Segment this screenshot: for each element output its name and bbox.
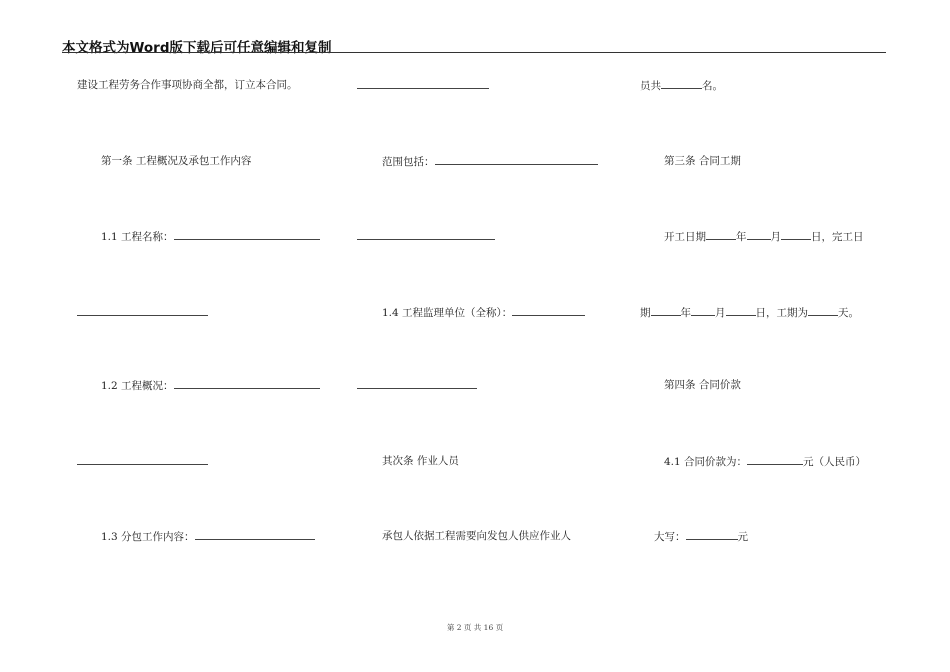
article-1-title: 第一条 工程概况及承包工作内容 <box>101 155 252 167</box>
col2-top-line <box>357 78 489 93</box>
continuation-line-2 <box>77 454 208 469</box>
scope-label: 范围包括： <box>382 156 435 168</box>
price-words-label: 大写： <box>654 531 686 543</box>
project-name-blank <box>174 229 320 240</box>
scope-blank <box>435 154 598 165</box>
year-label: 年 <box>736 231 747 243</box>
staff-label: 员共 <box>640 80 661 92</box>
month-label: 月 <box>770 231 781 243</box>
article-2-title: 其次条 作业人员 <box>382 455 459 467</box>
price-words-line <box>654 529 748 544</box>
end-day-blank <box>726 305 756 316</box>
header-rule <box>62 52 886 53</box>
end-year-blank <box>651 305 681 316</box>
end-date-line <box>640 305 859 320</box>
price-words-blank <box>686 529 738 540</box>
page-number-footer: 第 2 页 共 16 页 <box>446 623 504 632</box>
document-header-title: 本文格式为Word版下载后可任意编辑和复制 <box>62 40 332 56</box>
continuation-line-1 <box>77 305 208 320</box>
start-year-blank <box>706 229 736 240</box>
staff-count-blank <box>661 78 702 89</box>
item-1-4 <box>382 305 585 320</box>
year-label-2: 年 <box>680 307 691 319</box>
start-date-line <box>664 229 864 244</box>
item-1-3 <box>101 529 315 544</box>
staff-unit: 名。 <box>702 80 723 92</box>
month-label-2: 月 <box>715 307 726 319</box>
article-4-title: 第四条 合同价款 <box>664 379 741 391</box>
price-words-unit: 元 <box>737 531 748 543</box>
project-overview-blank <box>174 378 320 389</box>
item-1-2 <box>101 378 320 393</box>
staff-count-line <box>640 78 723 93</box>
contract-price-blank <box>747 454 803 465</box>
start-day-blank <box>781 229 811 240</box>
start-month-blank <box>747 229 771 240</box>
intro-text: 建设工程劳务合作事项协商全都，订立本合同。 <box>77 79 298 91</box>
period-label: 期 <box>640 307 651 319</box>
day-label: 日， <box>811 231 832 243</box>
scope-blank-cont <box>357 229 495 240</box>
article-3-title: 第三条 合同工期 <box>664 155 741 167</box>
start-date-label: 开工日期 <box>664 231 706 243</box>
item-1-4-label: 1.4 工程监理单位（全称）： <box>382 307 513 319</box>
price-unit: 元（人民币） <box>803 456 867 468</box>
item-1-1 <box>101 229 320 244</box>
supervisor-blank <box>512 305 585 316</box>
project-overview-blank-cont <box>77 454 208 465</box>
article-2-text: 承包人依据工程需要向发包人供应作业人 <box>382 530 571 542</box>
duration-unit: 天。 <box>838 307 859 319</box>
col2-top-blank <box>357 78 489 89</box>
project-name-blank-cont <box>77 305 208 316</box>
item-4-1 <box>664 454 866 469</box>
end-date-label: 完工日 <box>832 231 864 243</box>
duration-label: 工期为 <box>776 307 808 319</box>
col2-line-3 <box>357 229 495 244</box>
item-1-1-label: 1.1 工程名称： <box>101 231 174 243</box>
scope-line <box>382 154 598 169</box>
day-label-2: 日， <box>755 307 777 319</box>
supervisor-blank-cont <box>357 378 477 389</box>
item-1-2-label: 1.2 工程概况： <box>101 380 174 392</box>
end-month-blank <box>691 305 715 316</box>
col2-line-5 <box>357 378 477 393</box>
item-1-3-label: 1.3 分包工作内容： <box>101 531 195 543</box>
subcontract-content-blank <box>195 529 315 540</box>
duration-blank <box>808 305 838 316</box>
item-4-1-label: 4.1 合同价款为： <box>664 456 748 468</box>
